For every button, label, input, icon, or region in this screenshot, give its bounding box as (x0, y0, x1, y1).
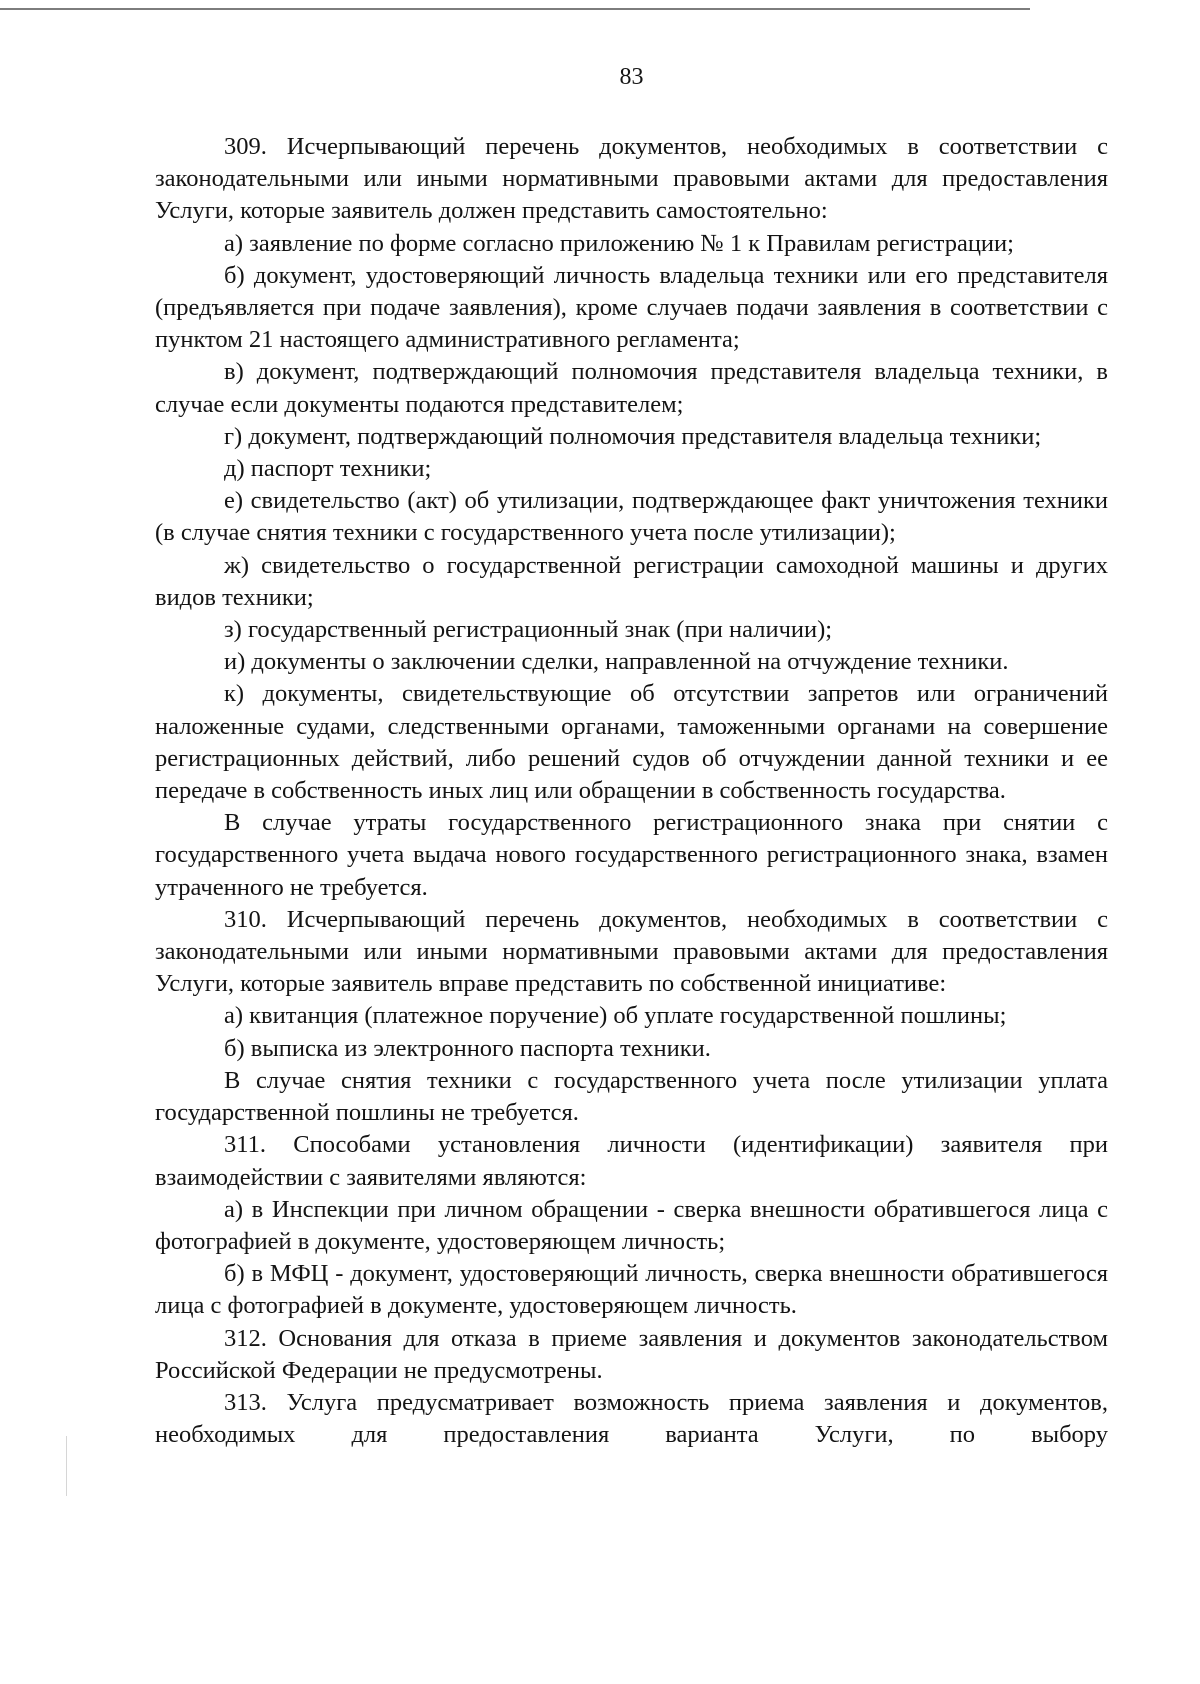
list-item-309-z: з) государственный регистрационный знак (при наличии); (224, 616, 833, 644)
paragraph-duty-exemption: В случае снятия техники с государственного учета после утилизации уплата государственной пошлины не требуется. (155, 1066, 1108, 1127)
list-item-309-i: и) документы о заключении сделки, направленной на отчуждение техники. (224, 648, 1009, 676)
document-body (155, 131, 1108, 1451)
paragraph-309: 309. Исчерпывающий перечень документов, необходимых в соответствии с законодательными или иными нормативными правовыми актами для предоставления Услуги, которые заявитель должен представить самостоятельно: (155, 133, 1108, 225)
list-item-309-a: а) заявление по форме согласно приложению № 1 к Правилам регистрации; (224, 229, 1014, 257)
paragraph-313: 313. Услуга предусматривает возможность приема заявления и документов, необходимых для предоставления варианта Услуги, по выбору (155, 1388, 1108, 1449)
top-scan-border (0, 8, 1030, 10)
paragraph-312: 312. Основания для отказа в приеме заявления и документов законодательством Российской Федерации не предусмотрены. (155, 1324, 1108, 1384)
list-item-310-b: б) выписка из электронного паспорта техники. (224, 1034, 711, 1062)
list-item-309-zh: ж) свидетельство о государственной регистрации самоходной машины и других видов техники; (155, 551, 1108, 611)
list-item-309-v: в) документ, подтверждающий полномочия представителя владельца техники, в случае если документы подаются представителем; (155, 358, 1108, 418)
scan-margin-mark (66, 1436, 67, 1496)
list-item-309-e: е) свидетельство (акт) об утилизации, подтверждающее факт уничтожения техники (в случае снятия техники с государственного учета после утилизации); (155, 487, 1108, 547)
list-item-309-d: д) паспорт техники; (224, 455, 432, 483)
list-item-311-b: б) в МФЦ - документ, удостоверяющий личность, сверка внешности обратившегося лица с фотографией в документе, удостоверяющем личность. (155, 1260, 1108, 1320)
page-number: 83 (619, 64, 644, 90)
list-item-309-b: б) документ, удостоверяющий личность владельца техники или его представителя (предъявляется при подаче заявления), кроме случаев подачи заявления в соответствии с пунктом 21 настоящего административного регламента; (155, 261, 1108, 354)
list-item-309-g: г) документ, подтверждающий полномочия представителя владельца техники; (224, 422, 1042, 450)
list-item-309-k: к) документы, свидетельствующие об отсутствии запретов или ограничений наложенные судами, следственными органами, таможенными органами на совершение регистрационных действий, либо решений судов об отчуждении данной техники и ее передаче в собственность иных лиц или обращении в собственность государства. (155, 680, 1108, 805)
paragraph-plate-loss: В случае утраты государственного регистрационного знака при снятии с государственного учета выдача нового государственного регистрационного знака, взамен утраченного не требуется. (155, 809, 1108, 901)
list-item-310-a: а) квитанция (платежное поручение) об уплате государственной пошлины; (224, 1002, 1007, 1030)
paragraph-310: 310. Исчерпывающий перечень документов, необходимых в соответствии с законодательными или иными нормативными правовыми актами для предоставления Услуги, которые заявитель вправе представить по собственной инициативе: (155, 905, 1108, 998)
paragraph-311: 311. Способами установления личности (идентификации) заявителя при взаимодействии с заявителями являются: (155, 1131, 1108, 1191)
list-item-311-a: а) в Инспекции при личном обращении - сверка внешности обратившегося лица с фотографией в документе, удостоверяющем личность; (155, 1195, 1108, 1255)
